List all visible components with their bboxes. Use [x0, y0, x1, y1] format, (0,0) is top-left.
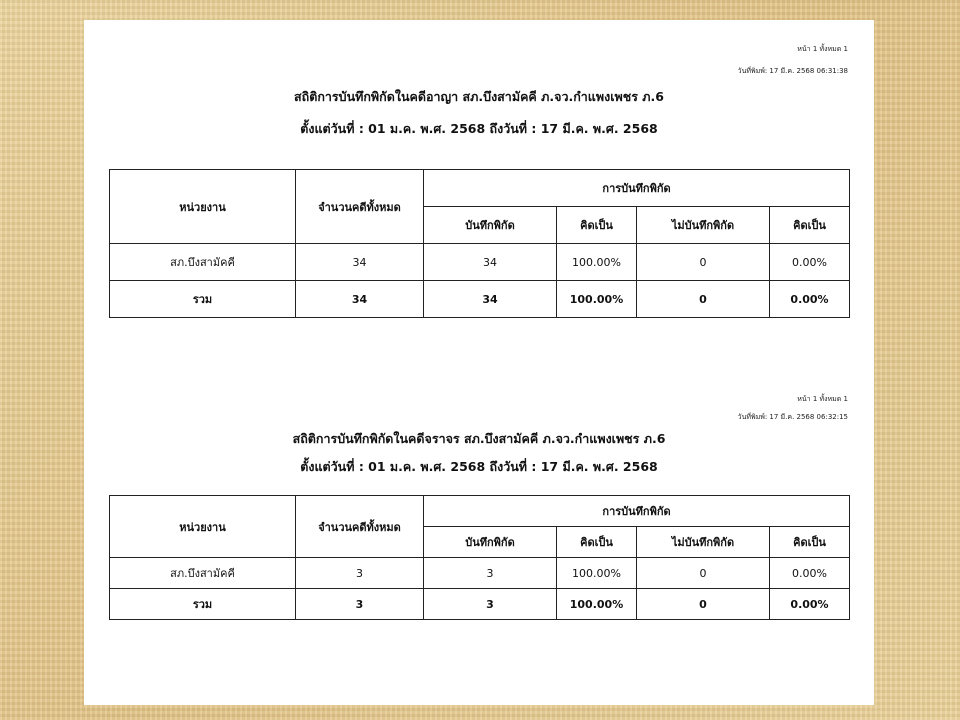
sum-pct-recorded: 100.00% — [557, 281, 637, 318]
col-pct-not-header: คิดเป็น — [770, 527, 850, 558]
sum-not-recorded: 0 — [637, 589, 770, 620]
table-row — [110, 558, 850, 589]
sum-total: 34 — [296, 281, 424, 318]
sum-label: รวม — [110, 281, 296, 318]
cell-pct-recorded: 100.00% — [557, 244, 637, 281]
sum-row — [110, 281, 850, 318]
col-recorded-header: บันทึกพิกัด — [424, 527, 557, 558]
report-date-range: ตั้งแต่วันที่ : 01 ม.ค. พ.ศ. 2568 ถึงวันที่ : 17 มี.ค. พ.ศ. 2568 — [300, 459, 658, 474]
page-label: หน้า 1 ทั้งหมด 1 — [797, 395, 848, 403]
cell-not-recorded: 0 — [637, 558, 770, 589]
statistics-table — [109, 169, 850, 318]
report-title: สถิติการบันทึกพิกัดในคดีอาญา สภ.บึงสามัคคี ภ.จว.กำแพงเพชร ภ.6 — [294, 89, 664, 104]
col-pct-recorded-header: คิดเป็น — [557, 527, 637, 558]
sum-row — [110, 589, 850, 620]
col-unit-header: หน่วยงาน — [110, 496, 296, 558]
report-date-range: ตั้งแต่วันที่ : 01 ม.ค. พ.ศ. 2568 ถึงวันที่ : 17 มี.ค. พ.ศ. 2568 — [300, 121, 658, 136]
col-not-recorded-header: ไม่บันทึกพิกัด — [637, 207, 770, 244]
col-pct-not-header: คิดเป็น — [770, 207, 850, 244]
table-row — [110, 244, 850, 281]
cell-total: 3 — [296, 558, 424, 589]
header-row — [110, 170, 850, 207]
header-row — [110, 496, 850, 527]
print-date: วันที่พิมพ์: 17 มี.ค. 2568 06:32:15 — [737, 413, 848, 421]
report-sheet — [84, 20, 874, 705]
col-total-cases-header: จำนวนคดีทั้งหมด — [296, 170, 424, 244]
traffic-case-report — [84, 376, 874, 696]
cell-not-recorded: 0 — [637, 244, 770, 281]
statistics-table — [109, 495, 850, 620]
col-total-cases-header: จำนวนคดีทั้งหมด — [296, 496, 424, 558]
sum-not-recorded: 0 — [637, 281, 770, 318]
sum-total: 3 — [296, 589, 424, 620]
print-date: วันที่พิมพ์: 17 มี.ค. 2568 06:31:38 — [737, 67, 848, 75]
cell-pct-not: 0.00% — [770, 558, 850, 589]
cell-pct-not: 0.00% — [770, 244, 850, 281]
sum-recorded: 34 — [424, 281, 557, 318]
cell-unit: สภ.บึงสามัคคี — [110, 558, 296, 589]
criminal-case-report — [84, 20, 874, 340]
sum-pct-recorded: 100.00% — [557, 589, 637, 620]
cell-pct-recorded: 100.00% — [557, 558, 637, 589]
col-group-header: การบันทึกพิกัด — [424, 170, 850, 207]
col-not-recorded-header: ไม่บันทึกพิกัด — [637, 527, 770, 558]
cell-recorded: 3 — [424, 558, 557, 589]
col-group-header: การบันทึกพิกัด — [424, 496, 850, 527]
cell-total: 34 — [296, 244, 424, 281]
sum-label: รวม — [110, 589, 296, 620]
col-pct-recorded-header: คิดเป็น — [557, 207, 637, 244]
page-label: หน้า 1 ทั้งหมด 1 — [797, 45, 848, 53]
col-recorded-header: บันทึกพิกัด — [424, 207, 557, 244]
col-unit-header: หน่วยงาน — [110, 170, 296, 244]
sum-pct-not: 0.00% — [770, 589, 850, 620]
cell-unit: สภ.บึงสามัคคี — [110, 244, 296, 281]
cell-recorded: 34 — [424, 244, 557, 281]
sum-recorded: 3 — [424, 589, 557, 620]
report-title: สถิติการบันทึกพิกัดในคดีจราจร สภ.บึงสามัคคี ภ.จว.กำแพงเพชร ภ.6 — [292, 431, 666, 446]
sum-pct-not: 0.00% — [770, 281, 850, 318]
